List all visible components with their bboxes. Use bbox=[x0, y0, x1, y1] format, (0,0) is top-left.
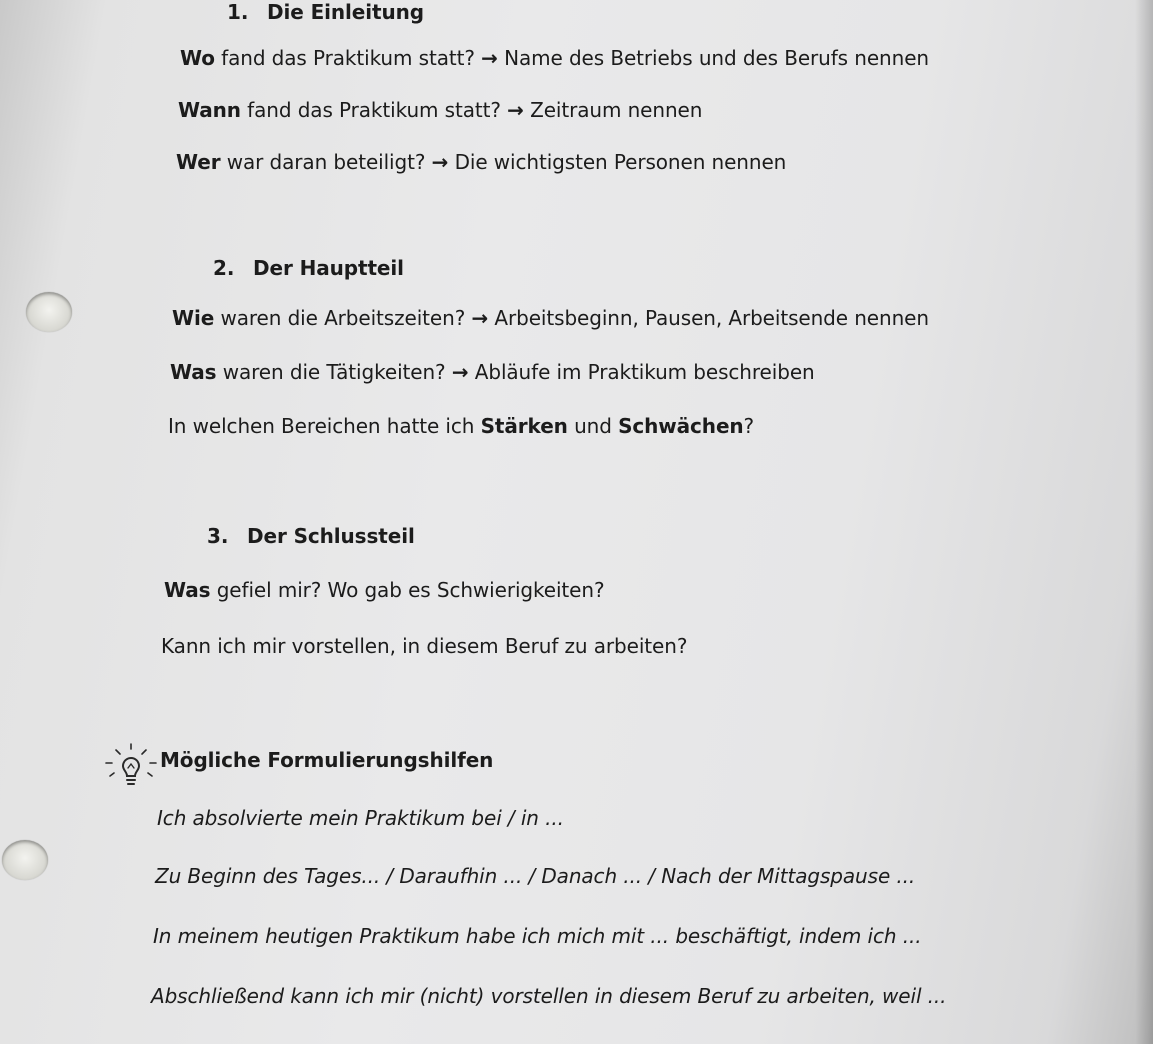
section-2-item: Was waren die Tätigkeiten? → Abläufe im Praktikum beschreiben bbox=[170, 360, 815, 384]
section-1-item: Wer war daran beteiligt? → Die wichtigsten Personen nennen bbox=[176, 150, 787, 174]
section-number: 1. bbox=[227, 0, 249, 24]
section-1-item: Wo fand das Praktikum statt? → Name des Betriebs und des Berufs nennen bbox=[180, 46, 929, 70]
hint-line: Zu Beginn des Tages... / Daraufhin ... / Danach ... / Nach der Mittagspause ... bbox=[155, 864, 916, 888]
strengths-weaknesses-line: In welchen Bereichen hatte ich Stärken und Schwächen? bbox=[168, 414, 755, 438]
page-edge-shadow bbox=[1135, 0, 1153, 1044]
hints-title: Mögliche Formulierungshilfen bbox=[160, 748, 494, 772]
arrow-icon: → bbox=[451, 360, 469, 384]
hint-line: Ich absolvierte mein Praktikum bei / in ... bbox=[157, 806, 564, 830]
arrow-icon: → bbox=[507, 98, 524, 122]
arrow-icon: → bbox=[471, 306, 489, 330]
section-2-item: Wie waren die Arbeitszeiten? → Arbeitsbeginn, Pausen, Arbeitsende nennen bbox=[172, 306, 929, 330]
punch-hole-top bbox=[26, 292, 72, 332]
section-title: Der Schlussteil bbox=[247, 524, 415, 548]
section-1-item: Wann fand das Praktikum statt? → Zeitraum nennen bbox=[178, 98, 703, 122]
section-3-heading bbox=[207, 524, 415, 548]
lightbulb-icon bbox=[102, 742, 160, 788]
hint-line: In meinem heutigen Praktikum habe ich mich mit ... beschäftigt, indem ich ... bbox=[153, 924, 922, 948]
punch-hole-bottom bbox=[2, 840, 48, 880]
hint-line: Abschließend kann ich mir (nicht) vorstellen in diesem Beruf zu arbeiten, weil ... bbox=[151, 984, 947, 1008]
section-number: 2. bbox=[213, 256, 235, 280]
arrow-icon: → bbox=[481, 46, 498, 70]
section-3-line: Kann ich mir vorstellen, in diesem Beruf zu arbeiten? bbox=[161, 634, 688, 658]
section-number: 3. bbox=[207, 524, 229, 548]
section-2-heading bbox=[213, 256, 404, 280]
section-title: Die Einleitung bbox=[267, 0, 424, 24]
section-1-heading bbox=[227, 0, 424, 24]
section-title: Der Hauptteil bbox=[253, 256, 404, 280]
section-3-line: Was gefiel mir? Wo gab es Schwierigkeiten? bbox=[164, 578, 605, 602]
arrow-icon: → bbox=[431, 150, 449, 174]
